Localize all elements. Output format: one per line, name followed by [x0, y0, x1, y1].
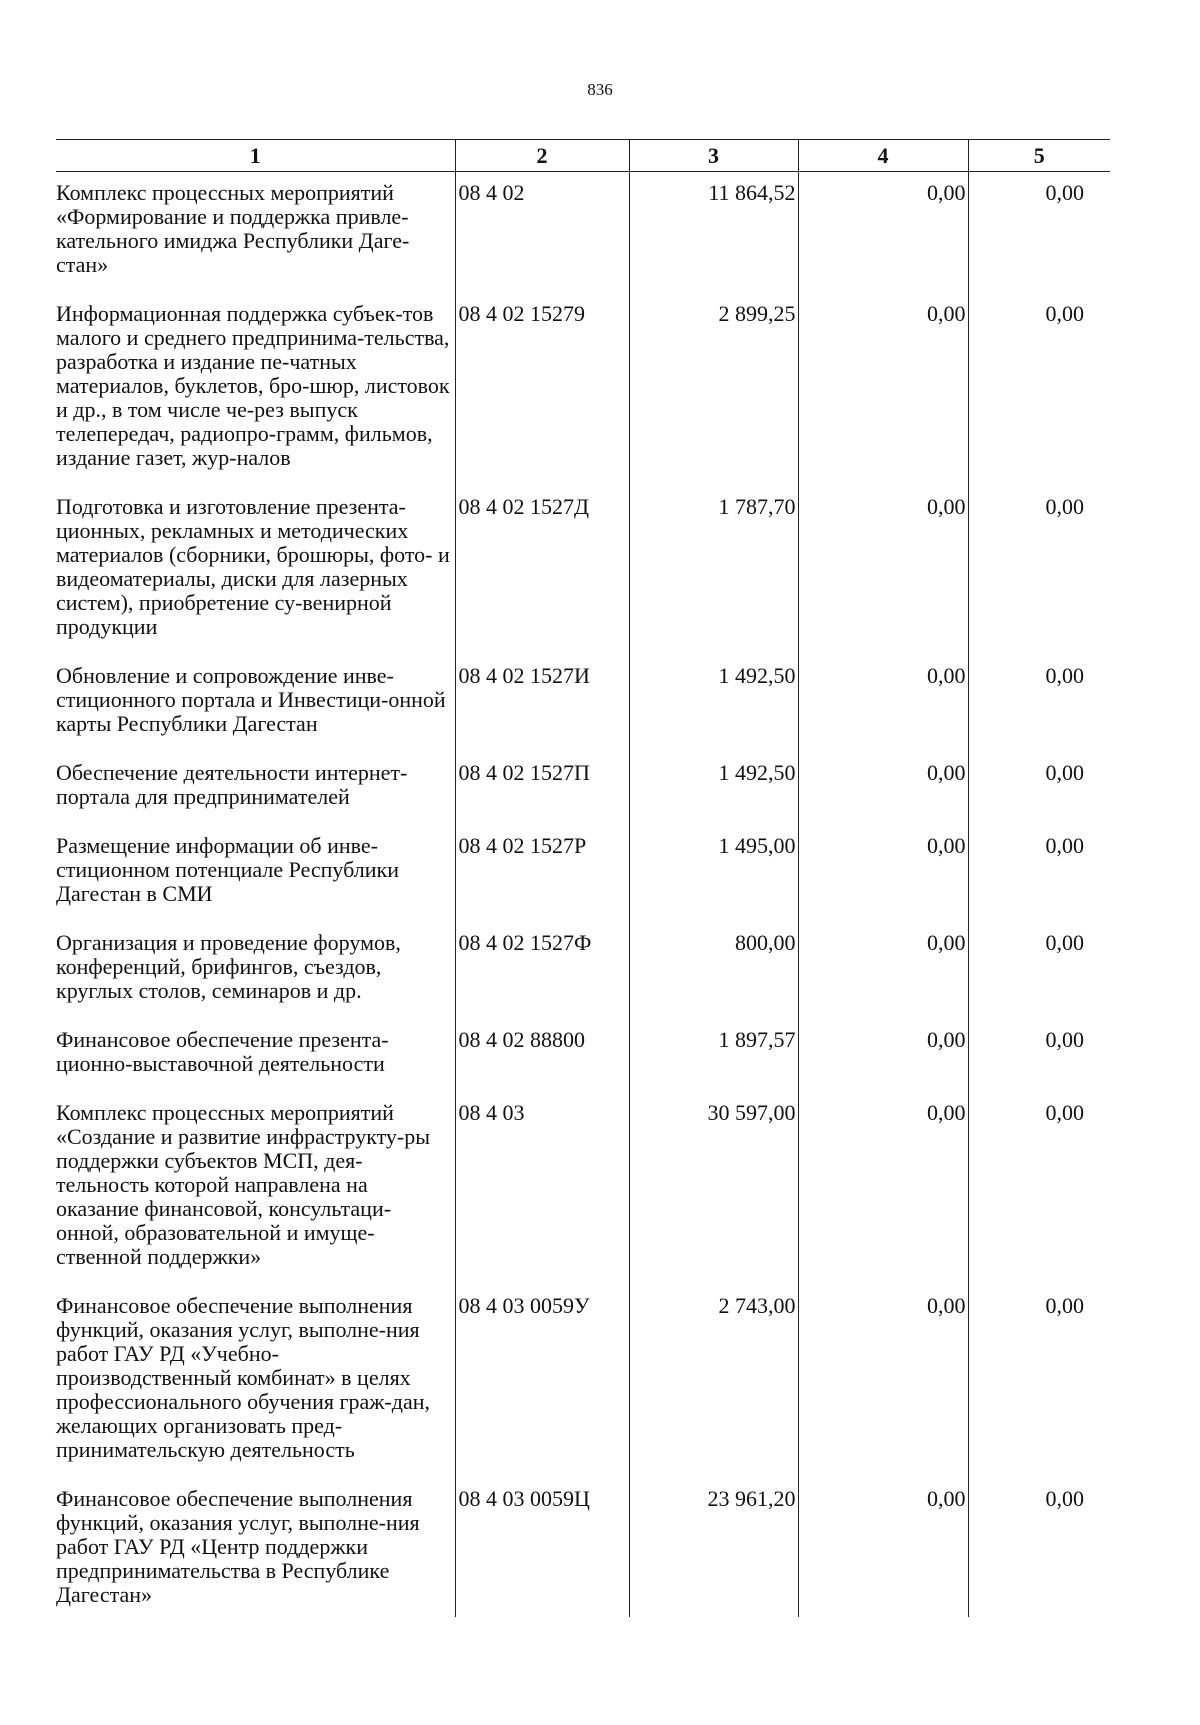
- row-code: 08 4 02 1527Р: [455, 825, 629, 922]
- row-value-3: 30 597,00: [629, 1092, 798, 1285]
- row-value-5: 0,00: [968, 825, 1110, 922]
- row-code: 08 4 02: [455, 172, 629, 294]
- row-value-5: 0,00: [968, 1285, 1110, 1478]
- row-value-5: 0,00: [968, 655, 1110, 752]
- budget-table: [56, 139, 1110, 1617]
- row-value-5: 0,00: [968, 1019, 1110, 1092]
- row-code: 08 4 02 1527Д: [455, 486, 629, 655]
- row-value-4: 0,00: [798, 1478, 968, 1617]
- row-value-4: 0,00: [798, 293, 968, 486]
- row-value-3: 1 492,50: [629, 655, 798, 752]
- row-value-3: 1 897,57: [629, 1019, 798, 1092]
- column-header-1: 1: [56, 140, 455, 172]
- row-value-3: 800,00: [629, 922, 798, 1019]
- row-name: Финансовое обеспечение выполнения функций, оказания услуг, выполне-ния работ ГАУ РД «Учебно-производственный комбинат» в целях профессионального обучения граж-дан, желающих организовать пред-принимательскую деятельность: [56, 1293, 431, 1462]
- row-code: 08 4 03 0059Ц: [455, 1478, 629, 1617]
- row-value-4: 0,00: [798, 922, 968, 1019]
- row-value-4: 0,00: [798, 1092, 968, 1285]
- row-name: Финансовое обеспечение презента-ционно-выставочной деятельности: [56, 1027, 389, 1076]
- page-number: 836: [587, 80, 613, 99]
- row-value-4: 0,00: [798, 655, 968, 752]
- row-name: Обеспечение деятельности интернет-портала для предпринимателей: [56, 760, 408, 809]
- row-value-5: 0,00: [968, 172, 1110, 294]
- row-name: Комплекс процессных мероприятий «Создание и развитие инфраструкту-ры поддержки субъектов МСП, дея-тельность которой направлена на оказание финансовой, консультаци-онной, образовательной и имуще-ственной поддержки»: [56, 1100, 431, 1269]
- table-row: [56, 655, 1110, 752]
- row-code: 08 4 02 1527Ф: [455, 922, 629, 1019]
- row-code: 08 4 03: [455, 1092, 629, 1285]
- table-row: [56, 293, 1110, 486]
- row-code: 08 4 02 88800: [455, 1019, 629, 1092]
- row-value-3: 23 961,20: [629, 1478, 798, 1617]
- table-row: [56, 172, 1110, 294]
- column-header-5: 5: [968, 140, 1110, 172]
- row-value-4: 0,00: [798, 486, 968, 655]
- table-row: [56, 1092, 1110, 1285]
- header-row: [56, 140, 1110, 172]
- table-row: [56, 1478, 1110, 1617]
- row-value-3: 11 864,52: [629, 172, 798, 294]
- column-header-4: 4: [798, 140, 968, 172]
- row-name: Финансовое обеспечение выполнения функций, оказания услуг, выполне-ния работ ГАУ РД «Центр поддержки предпринимательства в Республике Дагестан»: [56, 1486, 420, 1607]
- row-value-3: 1 492,50: [629, 752, 798, 825]
- table-row: [56, 752, 1110, 825]
- row-name: Размещение информации об инве-стиционном потенциале Республики Дагестан в СМИ: [56, 833, 399, 906]
- column-header-3: 3: [629, 140, 798, 172]
- row-value-5: 0,00: [968, 293, 1110, 486]
- row-value-3: 1 495,00: [629, 825, 798, 922]
- row-value-4: 0,00: [798, 1285, 968, 1478]
- row-name: Организация и проведение форумов, конференций, брифингов, съездов, круглых столов, семинаров и др.: [56, 930, 401, 1003]
- row-name: Комплекс процессных мероприятий «Формирование и поддержка привле-кательного имиджа Республики Даге-стан»: [56, 180, 410, 277]
- row-code: 08 4 02 15279: [455, 293, 629, 486]
- table-row: [56, 1285, 1110, 1478]
- table-row: [56, 486, 1110, 655]
- row-value-4: 0,00: [798, 172, 968, 294]
- table-row: [56, 825, 1110, 922]
- row-value-5: 0,00: [968, 922, 1110, 1019]
- row-value-3: 2 743,00: [629, 1285, 798, 1478]
- row-name: Информационная поддержка субъек-тов малого и среднего предпринима-тельства, разработка и издание пе-чатных материалов, буклетов, бро-шюр, листовок и др., в том числе че-рез выпуск телепередач, радиопро-грамм, фильмов, издание газет, жур-налов: [56, 301, 450, 470]
- row-code: 08 4 02 1527И: [455, 655, 629, 752]
- row-name: Обновление и сопровождение инве-стиционного портала и Инвестици-онной карты Республики Дагестан: [56, 663, 446, 736]
- column-header-2: 2: [455, 140, 629, 172]
- row-value-4: 0,00: [798, 825, 968, 922]
- row-value-5: 0,00: [968, 486, 1110, 655]
- row-value-4: 0,00: [798, 1019, 968, 1092]
- table-row: [56, 1019, 1110, 1092]
- table-row: [56, 922, 1110, 1019]
- row-value-3: 2 899,25: [629, 293, 798, 486]
- row-name: Подготовка и изготовление презента-ционных, рекламных и методических материалов (сборники, брошюры, фото- и видеоматериалы, диски для лазерных систем), приобретение су-венирной продукции: [56, 494, 450, 639]
- row-value-5: 0,00: [968, 752, 1110, 825]
- row-value-4: 0,00: [798, 752, 968, 825]
- row-value-5: 0,00: [968, 1092, 1110, 1285]
- row-code: 08 4 03 0059У: [455, 1285, 629, 1478]
- row-value-5: 0,00: [968, 1478, 1110, 1617]
- row-value-3: 1 787,70: [629, 486, 798, 655]
- row-code: 08 4 02 1527П: [455, 752, 629, 825]
